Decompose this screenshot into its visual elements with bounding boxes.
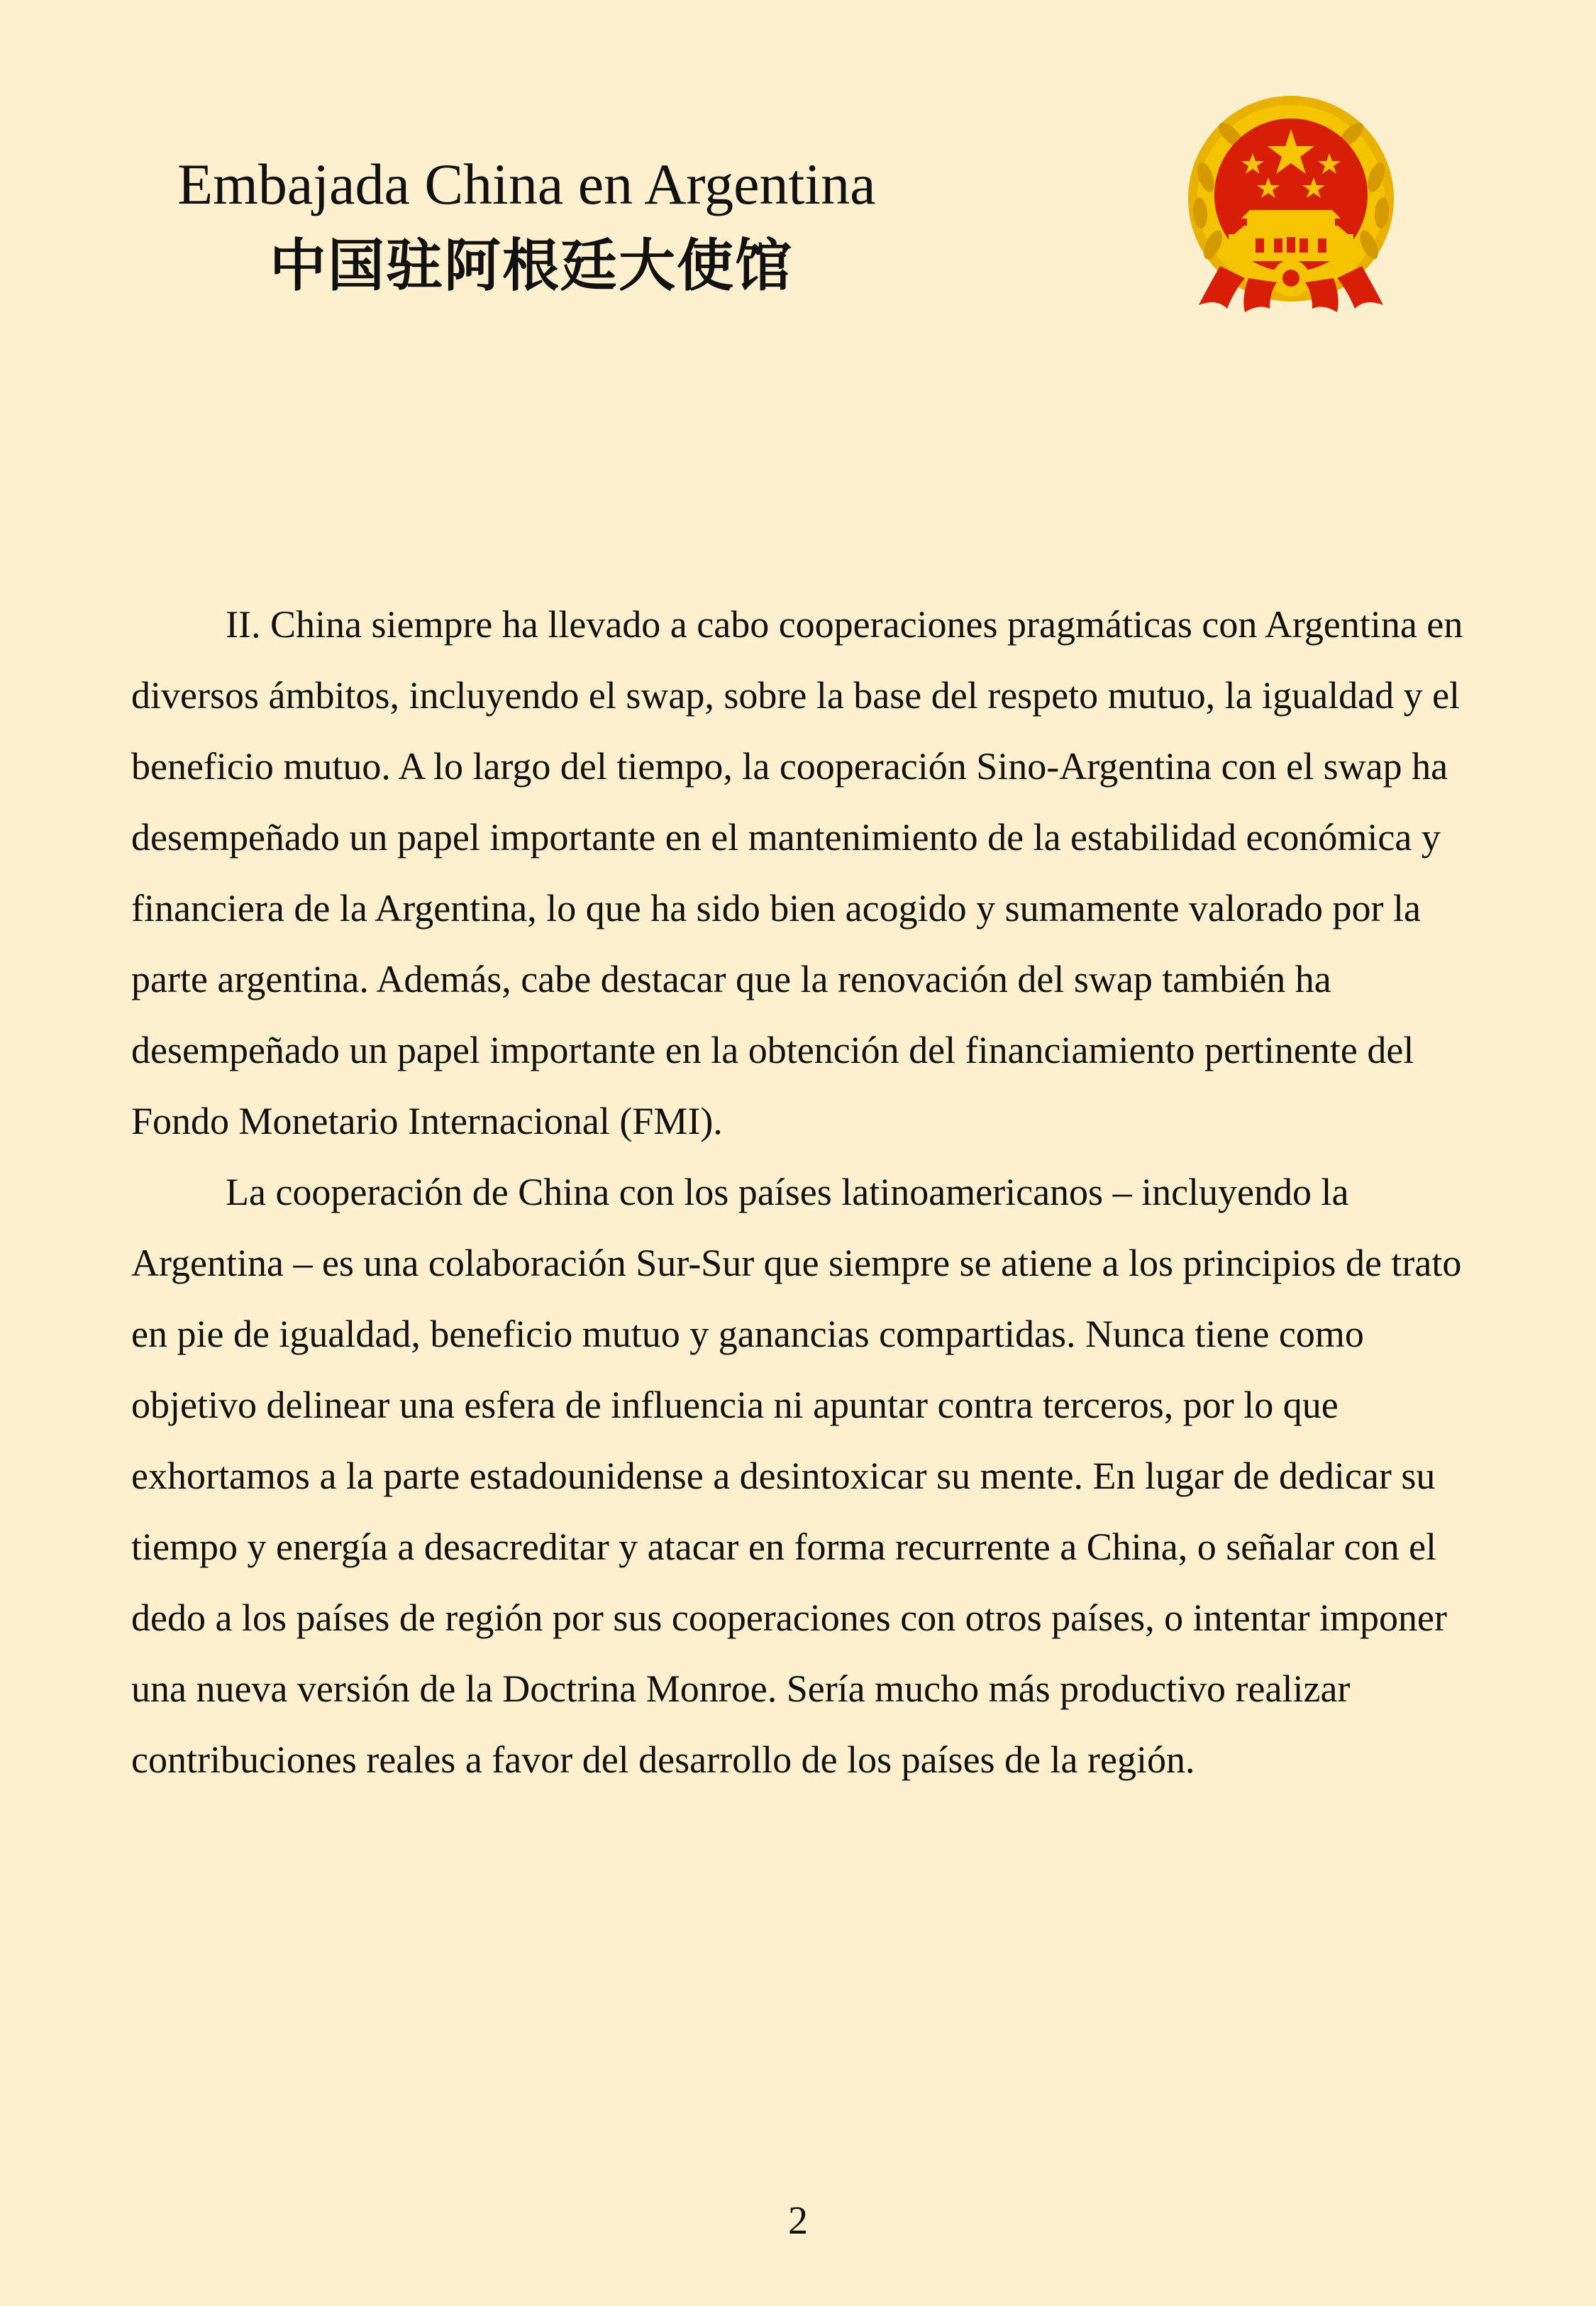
document-body xyxy=(131,589,1465,1795)
national-emblem-icon xyxy=(1177,92,1404,319)
page-number: 2 xyxy=(788,2199,808,2243)
paragraph: II. China siempre ha llevado a cabo cooperaciones pragmáticas con Argentina en diversos ámbitos, incluyendo el swap, sobre la base del respeto mutuo, la igualdad y el beneficio mutuo. A lo largo del tiempo, la cooperación Sino-Argentina con el swap ha desempeñado un papel importante en el mantenimiento de la estabilidad económica y financiera de la Argentina, lo que ha sido bien acogido y sumamente valorado por la parte argentina. Además, cabe destacar que la renovación del swap también ha desempeñado un papel importante en la obtención del financiamiento pertinente del Fondo Monetario Internacional (FMI). xyxy=(131,603,1463,1142)
embassy-title: Embajada China en Argentina xyxy=(177,152,876,216)
embassy-subtitle-chinese: 中国驻阿根廷大使馆 xyxy=(270,233,793,299)
paragraph: La cooperación de China con los países latinoamericanos – incluyendo la Argentina – es una colaboración Sur-Sur que siempre se atiene a los principios de trato en pie de igualdad, beneficio mutuo y ganancias compartidas. Nunca tiene como objetivo delinear una esfera de influencia ni apuntar contra terceros, por lo que exhortamos a la parte estadounidense a desintoxicar su mente. En lugar de dedicar su tiempo y energía a desacreditar y atacar en forma recurrente a China, o señalar con el dedo a los países de región por sus cooperaciones con otros países, o intentar imponer una nueva versión de la Doctrina Monroe. Sería mucho más productivo realizar contribuciones reales a favor del desarrollo de los países de la región. xyxy=(131,1171,1462,1781)
